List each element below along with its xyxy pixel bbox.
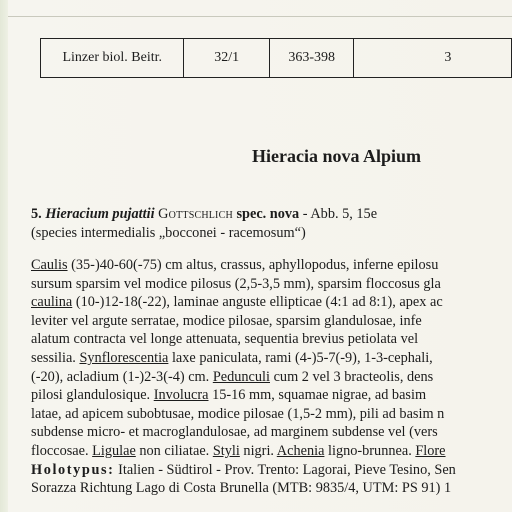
- term-caulis: Caulis: [31, 257, 68, 273]
- term-synflorescentia: Synflorescentia: [79, 349, 169, 366]
- text-line: latae, ad apicem subobtusae, modice pilosae (1,5-2 mm), pili ad basim n: [31, 405, 445, 422]
- species-figure-ref: - Abb. 5, 15e: [302, 206, 378, 222]
- text-line: [31, 386, 512, 405]
- text-line: subdense micro- et macroglandulosae, ad marginem subdense vel (vers: [31, 424, 438, 441]
- journal-year-partial: 3: [354, 39, 512, 78]
- species-parenthetical: (species intermedialis „bocconei - racemosum“): [31, 225, 306, 241]
- text-line: leviter vel argute serratae, modice pilosae, sparsim glandulosae, infe: [31, 312, 422, 329]
- text-run: non ciliatae.: [135, 442, 213, 459]
- term-pedunculi: Pedunculi: [212, 368, 270, 385]
- term-achenia: Achenia: [276, 442, 325, 459]
- text-line: [31, 461, 512, 480]
- text-line: sursum sparsim vel modice pilosus (2,5-3,5 mm), sparsim floccosus gla: [31, 275, 441, 292]
- species-author: Gottschlich: [158, 206, 233, 222]
- text-run: (10-)12-18(-22), laminae anguste ellipticae (4:1 ad 8:1), apex ac: [72, 294, 443, 311]
- journal-header-table: [40, 38, 512, 78]
- text-line: [31, 368, 512, 387]
- text-run: (35-)40-60(-75) cm altus, crassus, aphyllopodus, inferne epilosu: [67, 257, 439, 273]
- page-edge: [0, 0, 8, 512]
- article-title: Hieracia nova Alpium: [252, 146, 422, 166]
- text-run: laxe paniculata, rami (4-)5-7(-9), 1-3-cephali,: [168, 349, 433, 366]
- text-run: Italien - Südtirol - Prov. Trento: Lagorai, Pieve Tesino, Sen: [114, 461, 456, 478]
- term-caulina: caulina: [31, 294, 73, 311]
- text-run: pilosi glandulosique.: [31, 387, 154, 404]
- text-run: (-20), acladium (1-)2-3(-4) cm.: [31, 368, 213, 385]
- text-line: [31, 349, 512, 368]
- term-involucra: Involucra: [153, 387, 209, 404]
- species-name: Hieracium pujattii: [45, 206, 155, 222]
- text-run: ligno-brunnea.: [324, 442, 416, 459]
- species-heading: [31, 206, 377, 223]
- text-run: sessilia.: [31, 349, 80, 366]
- holotypus-label: Holotypus:: [31, 461, 115, 478]
- species-status: spec. nova: [236, 206, 300, 222]
- term-styli: Styli: [212, 442, 240, 459]
- text-run: floccosae.: [31, 442, 93, 459]
- term-flore: Flore: [415, 442, 446, 459]
- text-line: alatum contracta vel longe attenuata, sequentia brevius petiolata vel: [31, 331, 419, 348]
- text-run: nigri.: [239, 442, 277, 459]
- text-line: [31, 256, 512, 275]
- journal-pages: 363-398: [270, 39, 354, 78]
- top-rule: [8, 16, 512, 17]
- term-ligulae: Ligulae: [92, 442, 136, 459]
- description-body: [31, 256, 512, 498]
- text-run: 15-16 mm, squamae nigrae, ad basim: [208, 387, 427, 404]
- text-run: cum 2 vel 3 bracteolis, dens: [270, 368, 434, 385]
- text-line: [31, 293, 512, 312]
- journal-name: Linzer biol. Beitr.: [41, 39, 184, 78]
- journal-volume: 32/1: [184, 39, 270, 78]
- text-line: [31, 442, 512, 461]
- species-number: 5.: [31, 206, 42, 222]
- text-line: Sorazza Richtung Lago di Costa Brunella (MTB: 9835/4, UTM: PS 91) 1: [31, 480, 452, 497]
